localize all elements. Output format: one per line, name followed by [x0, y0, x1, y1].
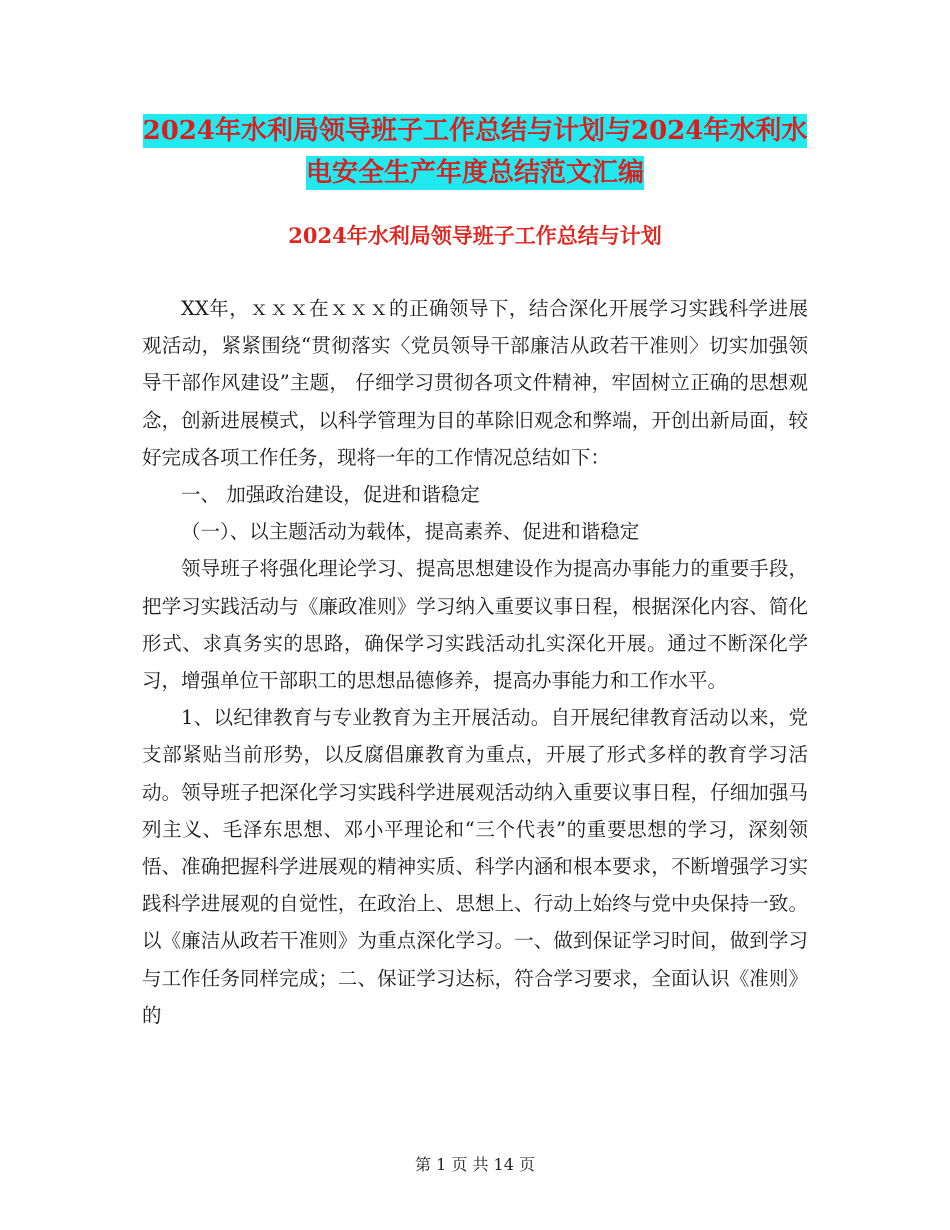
- document-body: [142, 290, 808, 1034]
- intro-paragraph: XX年，ｘｘｘ在ｘｘｘ的正确领导下，结合深化开展学习实践科学进展观活动，紧紧围绕“贯彻落实〈党员领导干部廉洁从政若干准则〉切实加强领导干部作风建设”主题， 仔细学习贯彻各项文件精神，牢固树立正确的思想观念，创新进展模式，以科学管理为目的革除旧观念和弊端，开创出新局面，较好完成各项工作任务，现将一年的工作情况总结如下：: [142, 297, 808, 469]
- heading-one: 一、 加强政治建设，促进和谐稳定: [181, 483, 480, 507]
- body-paragraph: 1、以纪律教育与专业教育为主开展活动。自开展纪律教育活动以来，党支部紧贴当前形势，以反腐倡廉教育为重点，开展了形式多样的教育学习活动。领导班子把深化学习实践科学进展观活动纳入重要议事日程，仔细加强马列主义、毛泽东思想、邓小平理论和“三个代表”的重要思想的学习，深刻领悟、准确把握科学进展观的精神实质、科学内涵和根本要求，不断增强学习实践科学进展观的自觉性，在政治上、思想上、行动上始终与党中央保持一致。以《廉洁从政若干准则》为重点深化学习。一、做到保证学习时间，做到学习与工作任务同样完成；二、保证学习达标，符合学习要求，全面认识《准则》的: [142, 706, 808, 1027]
- page-footer: 第 1 页 共 14 页: [415, 1155, 535, 1174]
- title-highlight: 2024年水利局领导班子工作总结与计划与2024年水利水电安全生产年度总结范文汇编: [142, 116, 808, 188]
- document-title: [140, 110, 810, 194]
- body-paragraph: 领导班子将强化理论学习、提高思想建设作为提高办事能力的重要手段，把学习实践活动与《廉政准则》学习纳入重要议事日程，根据深化内容、简化形式、求真务实的思路，确保学习实践活动扎实深化开展。通过不断深化学习，增强单位干部职工的思想品德修养，提高办事能力和工作水平。: [142, 557, 808, 693]
- section-title: 2024年水利局领导班子工作总结与计划: [288, 223, 662, 248]
- subheading-one: （一）、以主题活动为载体，提高素养、促进和谐稳定: [181, 520, 640, 544]
